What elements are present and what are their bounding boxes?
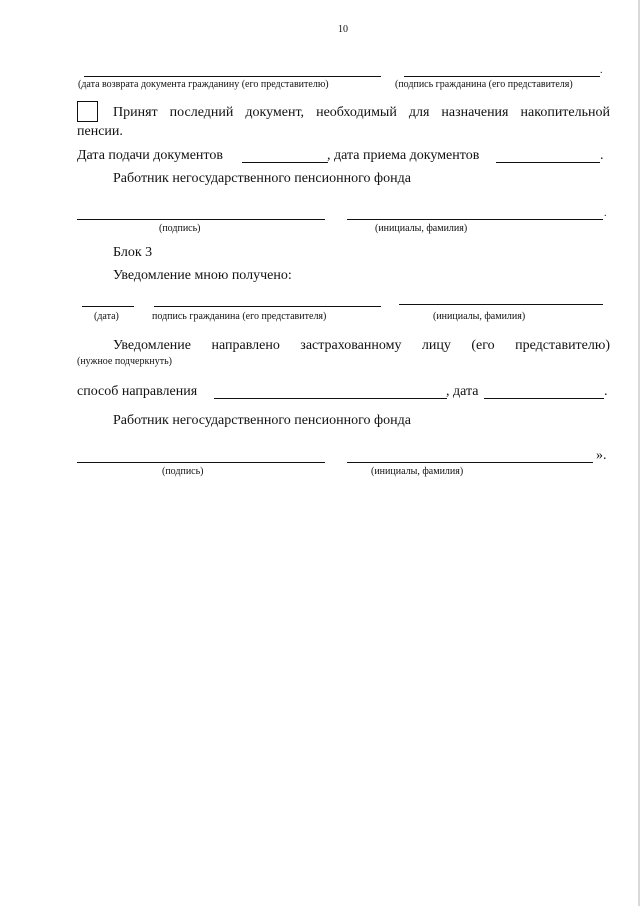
final-initials-line[interactable] (347, 462, 593, 463)
period: . (604, 384, 608, 399)
caption-signature-final: (подпись) (162, 466, 204, 477)
caption-signature: (подпись) (159, 223, 201, 234)
receipt-date-line[interactable] (82, 306, 134, 307)
checkbox-text-line1: Принят последний документ, необходимый для назначения накопительной (113, 105, 610, 120)
period: . (600, 148, 604, 163)
caption-initials: (инициалы, фамилия) (375, 223, 468, 234)
date-label: , дата (446, 384, 479, 399)
receipt-initials-line[interactable] (399, 304, 603, 305)
delivery-method-label: способ направления (77, 384, 198, 399)
return-date-line[interactable] (84, 76, 381, 77)
caption-citizen-signature: (подпись гражданина (его представителя) (395, 79, 573, 90)
closing-quote: ». (596, 448, 607, 463)
employee-title-block3: Работник негосударственного пенсионного фонда (113, 413, 411, 428)
block3-title: Блок 3 (113, 245, 153, 260)
caption-initials-final: (инициалы, фамилия) (371, 466, 464, 477)
page-number: 10 (338, 24, 348, 35)
submission-date-label: Дата подачи документов (77, 148, 223, 163)
acceptance-date-label: , дата приема документов (327, 148, 480, 163)
line-end-dot: . (600, 65, 603, 76)
notice-received: Уведомление мною получено: (113, 268, 292, 283)
caption-return-date: (дата возврата документа гражданину (его представителю) (78, 79, 329, 90)
delivery-method-field[interactable] (214, 398, 447, 399)
submission-date-field[interactable] (242, 162, 328, 163)
checkbox-text-line2: пенсии. (77, 124, 123, 139)
delivery-date-field[interactable] (484, 398, 604, 399)
underline-note: (нужное подчеркнуть) (77, 356, 172, 367)
employee-signature-line[interactable] (77, 219, 325, 220)
acceptance-date-field[interactable] (496, 162, 600, 163)
caption-citizen-signature-block3: подпись гражданина (его представителя) (152, 311, 327, 322)
last-document-checkbox[interactable] (77, 101, 98, 122)
caption-date: (дата) (94, 311, 119, 322)
receipt-citizen-signature-line[interactable] (154, 306, 381, 307)
employee-title: Работник негосударственного пенсионного фонда (113, 171, 411, 186)
notice-sent-text: Уведомление направлено застрахованному лицу (его представителю) (113, 338, 610, 353)
citizen-signature-line[interactable] (404, 76, 600, 77)
employee-initials-line[interactable] (347, 219, 603, 220)
line-end-dot: . (604, 208, 607, 219)
final-signature-line[interactable] (77, 462, 325, 463)
caption-initials-block3: (инициалы, фамилия) (433, 311, 526, 322)
